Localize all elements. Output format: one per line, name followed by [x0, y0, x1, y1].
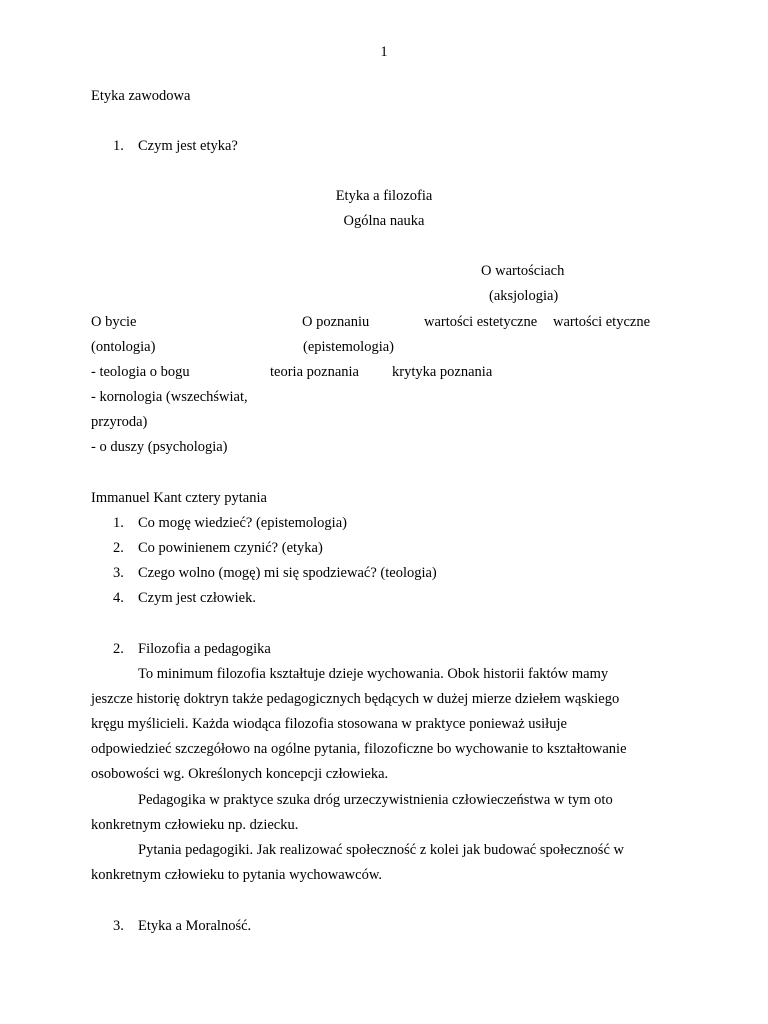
diagram-knowing-subtitle: (epistemologia) — [303, 339, 395, 355]
paragraph-line: Pedagogika w praktyce szuka dróg urzeczywistnienia człowieczeństwa w tym oto — [138, 792, 613, 808]
diagram-cosmology-line-2: przyroda) — [91, 414, 148, 430]
paragraph-line: kręgu myślicieli. Każda wiodąca filozofia stosowana w praktyce ponieważ usiłuje — [91, 716, 567, 732]
diagram-center-title: Etyka a filozofia — [335, 188, 433, 204]
section-2-number: 2. — [113, 641, 124, 657]
document-title: Etyka zawodowa — [91, 88, 191, 104]
diagram-soul: - o duszy (psychologia) — [91, 439, 228, 455]
paragraph-line: To minimum filozofia kształtuje dzieje wychowania. Obok historii faktów mamy — [138, 666, 609, 682]
section-2-title: Filozofia a pedagogika — [138, 641, 271, 657]
diagram-knowing: O poznaniu — [302, 314, 370, 330]
paragraph-line: jeszcze historię doktryn także pedagogicznych będących w dużej mierze dziełem wąskiego — [91, 691, 620, 707]
section-3-number: 3. — [113, 918, 124, 934]
section-1-number: 1. — [113, 138, 124, 154]
kant-item-text: Co powinienem czynić? (etyka) — [138, 540, 323, 556]
diagram-center-subtitle: Ogólna nauka — [343, 213, 425, 229]
diagram-ethical-values: wartości etyczne — [553, 314, 651, 330]
diagram-critique-of-knowledge: krytyka poznania — [392, 364, 493, 380]
kant-item-text: Co mogę wiedzieć? (epistemologia) — [138, 515, 347, 531]
kant-item-number: 2. — [113, 540, 124, 556]
diagram-theology: - teologia o bogu — [91, 364, 190, 380]
kant-item-number: 3. — [113, 565, 124, 581]
diagram-being-subtitle: (ontologia) — [91, 339, 156, 355]
kant-item-number: 4. — [113, 590, 124, 606]
section-1-title: Czym jest etyka? — [138, 138, 238, 154]
page-number: 1 — [380, 44, 388, 60]
diagram-aesthetic-values: wartości estetyczne — [424, 314, 538, 330]
paragraph-line: konkretnym człowieku np. dziecku. — [91, 817, 299, 833]
paragraph-line: odpowiedzieć szczegółowo na ogólne pytania, filozoficzne bo wychowanie to kształtowanie — [91, 741, 627, 757]
diagram-values-title: O wartościach — [481, 263, 565, 279]
kant-item-number: 1. — [113, 515, 124, 531]
diagram-values-subtitle: (aksjologia) — [489, 288, 559, 304]
kant-item-text: Czym jest człowiek. — [138, 590, 256, 606]
diagram-being: O bycie — [91, 314, 137, 330]
section-3-title: Etyka a Moralność. — [138, 918, 252, 934]
paragraph-line: konkretnym człowieku to pytania wychowawców. — [91, 867, 382, 883]
kant-heading: Immanuel Kant cztery pytania — [91, 490, 267, 506]
paragraph-line: Pytania pedagogiki. Jak realizować społeczność z kolei jak budować społeczność w — [138, 842, 624, 858]
diagram-cosmology-line-1: - kornologia (wszechświat, — [91, 389, 248, 405]
kant-item-text: Czego wolno (mogę) mi się spodziewać? (teologia) — [138, 565, 437, 581]
diagram-theory-of-knowledge: teoria poznania — [270, 364, 359, 380]
paragraph-line: osobowości wg. Określonych koncepcji człowieka. — [91, 766, 389, 782]
